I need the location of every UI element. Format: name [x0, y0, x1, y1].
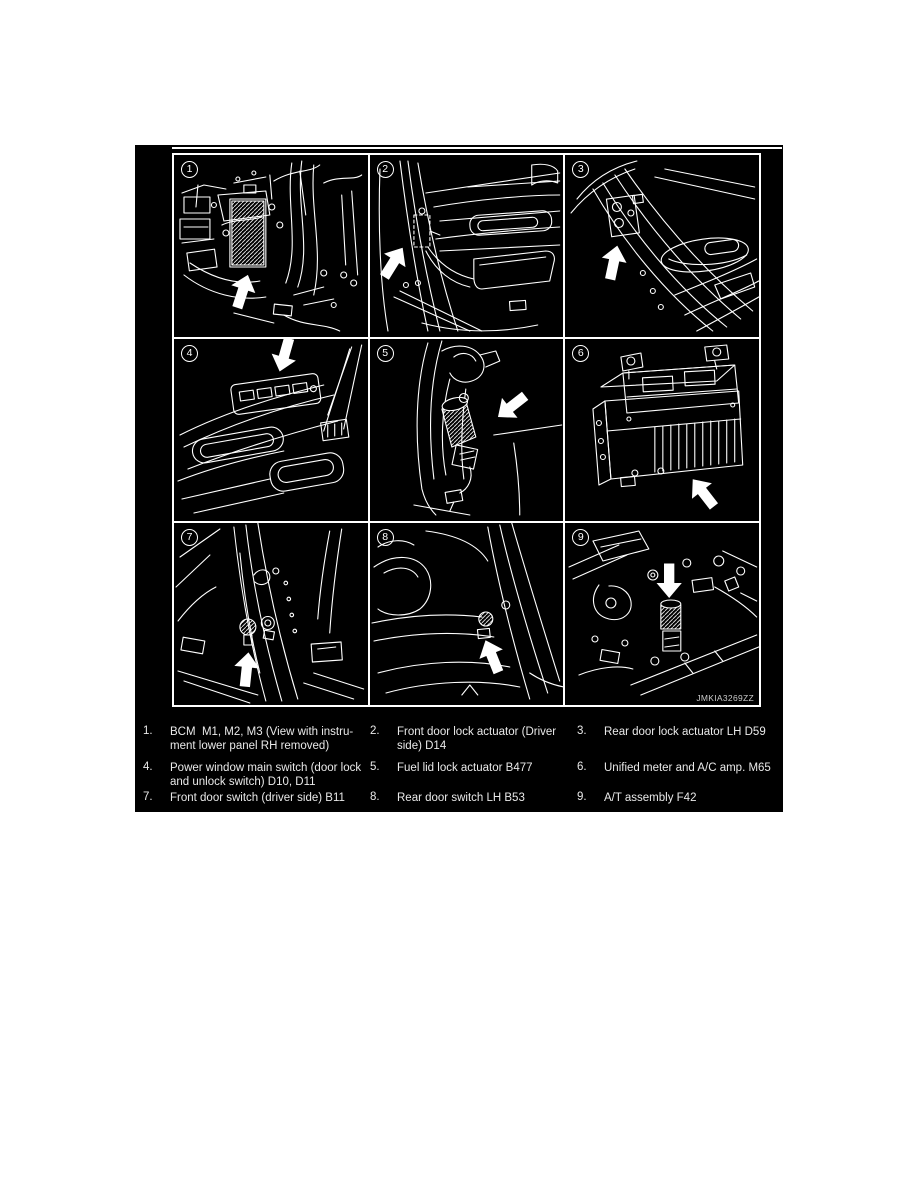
cell-number-badge: 2 [377, 161, 394, 178]
legend-item-7 [143, 791, 345, 805]
legend-item-text: Front door switch (driver side) B11 [170, 792, 345, 804]
cell-number-badge: 8 [377, 529, 394, 546]
legend-item-6 [577, 761, 771, 775]
legend-item-text: A/T assembly F42 [604, 792, 697, 804]
legend-item-number: 4. [143, 761, 153, 773]
legend-item-4: 4. Power window main switch (door lock and unlock switch) D10, D11 [143, 761, 362, 788]
cell-number-badge: 9 [572, 529, 589, 546]
legend-item-number: 5. [370, 761, 380, 773]
cell-number-badge: 6 [572, 345, 589, 362]
cell-number-badge: 4 [181, 345, 198, 362]
legend-item-text: BCM M1, M2, M3 (View with instru- [170, 726, 354, 738]
figure-watermark: JMKIA3269ZZ [696, 693, 754, 703]
legend-item-3 [577, 725, 766, 739]
legend-item-number: 3. [577, 725, 587, 737]
cell-number-badge: 5 [377, 345, 394, 362]
legend-item-number: 7. [143, 791, 153, 803]
figure-legend [135, 145, 783, 812]
legend-item-text: Unified meter and A/C amp. M65 [604, 762, 771, 774]
legend-item-number: 2. [370, 725, 380, 737]
legend-item-number: 6. [577, 761, 587, 773]
legend-item-9 [577, 791, 696, 805]
legend-item-1: 1. BCM M1, M2, M3 (View with instru- ment lower panel RH removed) [143, 725, 354, 752]
legend-item-number: 1. [143, 725, 153, 737]
legend-item-text: Rear door switch LH B53 [397, 792, 525, 804]
cell-number-badge: 3 [572, 161, 589, 178]
legend-item-2: 2. Front door lock actuator (Driver side) D14 [370, 725, 557, 752]
legend-item-text: Front door lock actuator (Driver [397, 726, 557, 738]
legend-item-text: Rear door lock actuator LH D59 [604, 726, 766, 738]
cell-number-badge: 7 [181, 529, 198, 546]
legend-item-text: Power window main switch (door lock [170, 762, 362, 774]
legend-item-5 [370, 761, 533, 775]
legend-item-text: Fuel lid lock actuator B477 [397, 762, 533, 774]
legend-item-number: 8. [370, 791, 380, 803]
cell-number-badge: 1 [181, 161, 198, 178]
component-location-figure [135, 145, 783, 812]
legend-item-8 [370, 791, 525, 805]
legend-item-number: 9. [577, 791, 587, 803]
